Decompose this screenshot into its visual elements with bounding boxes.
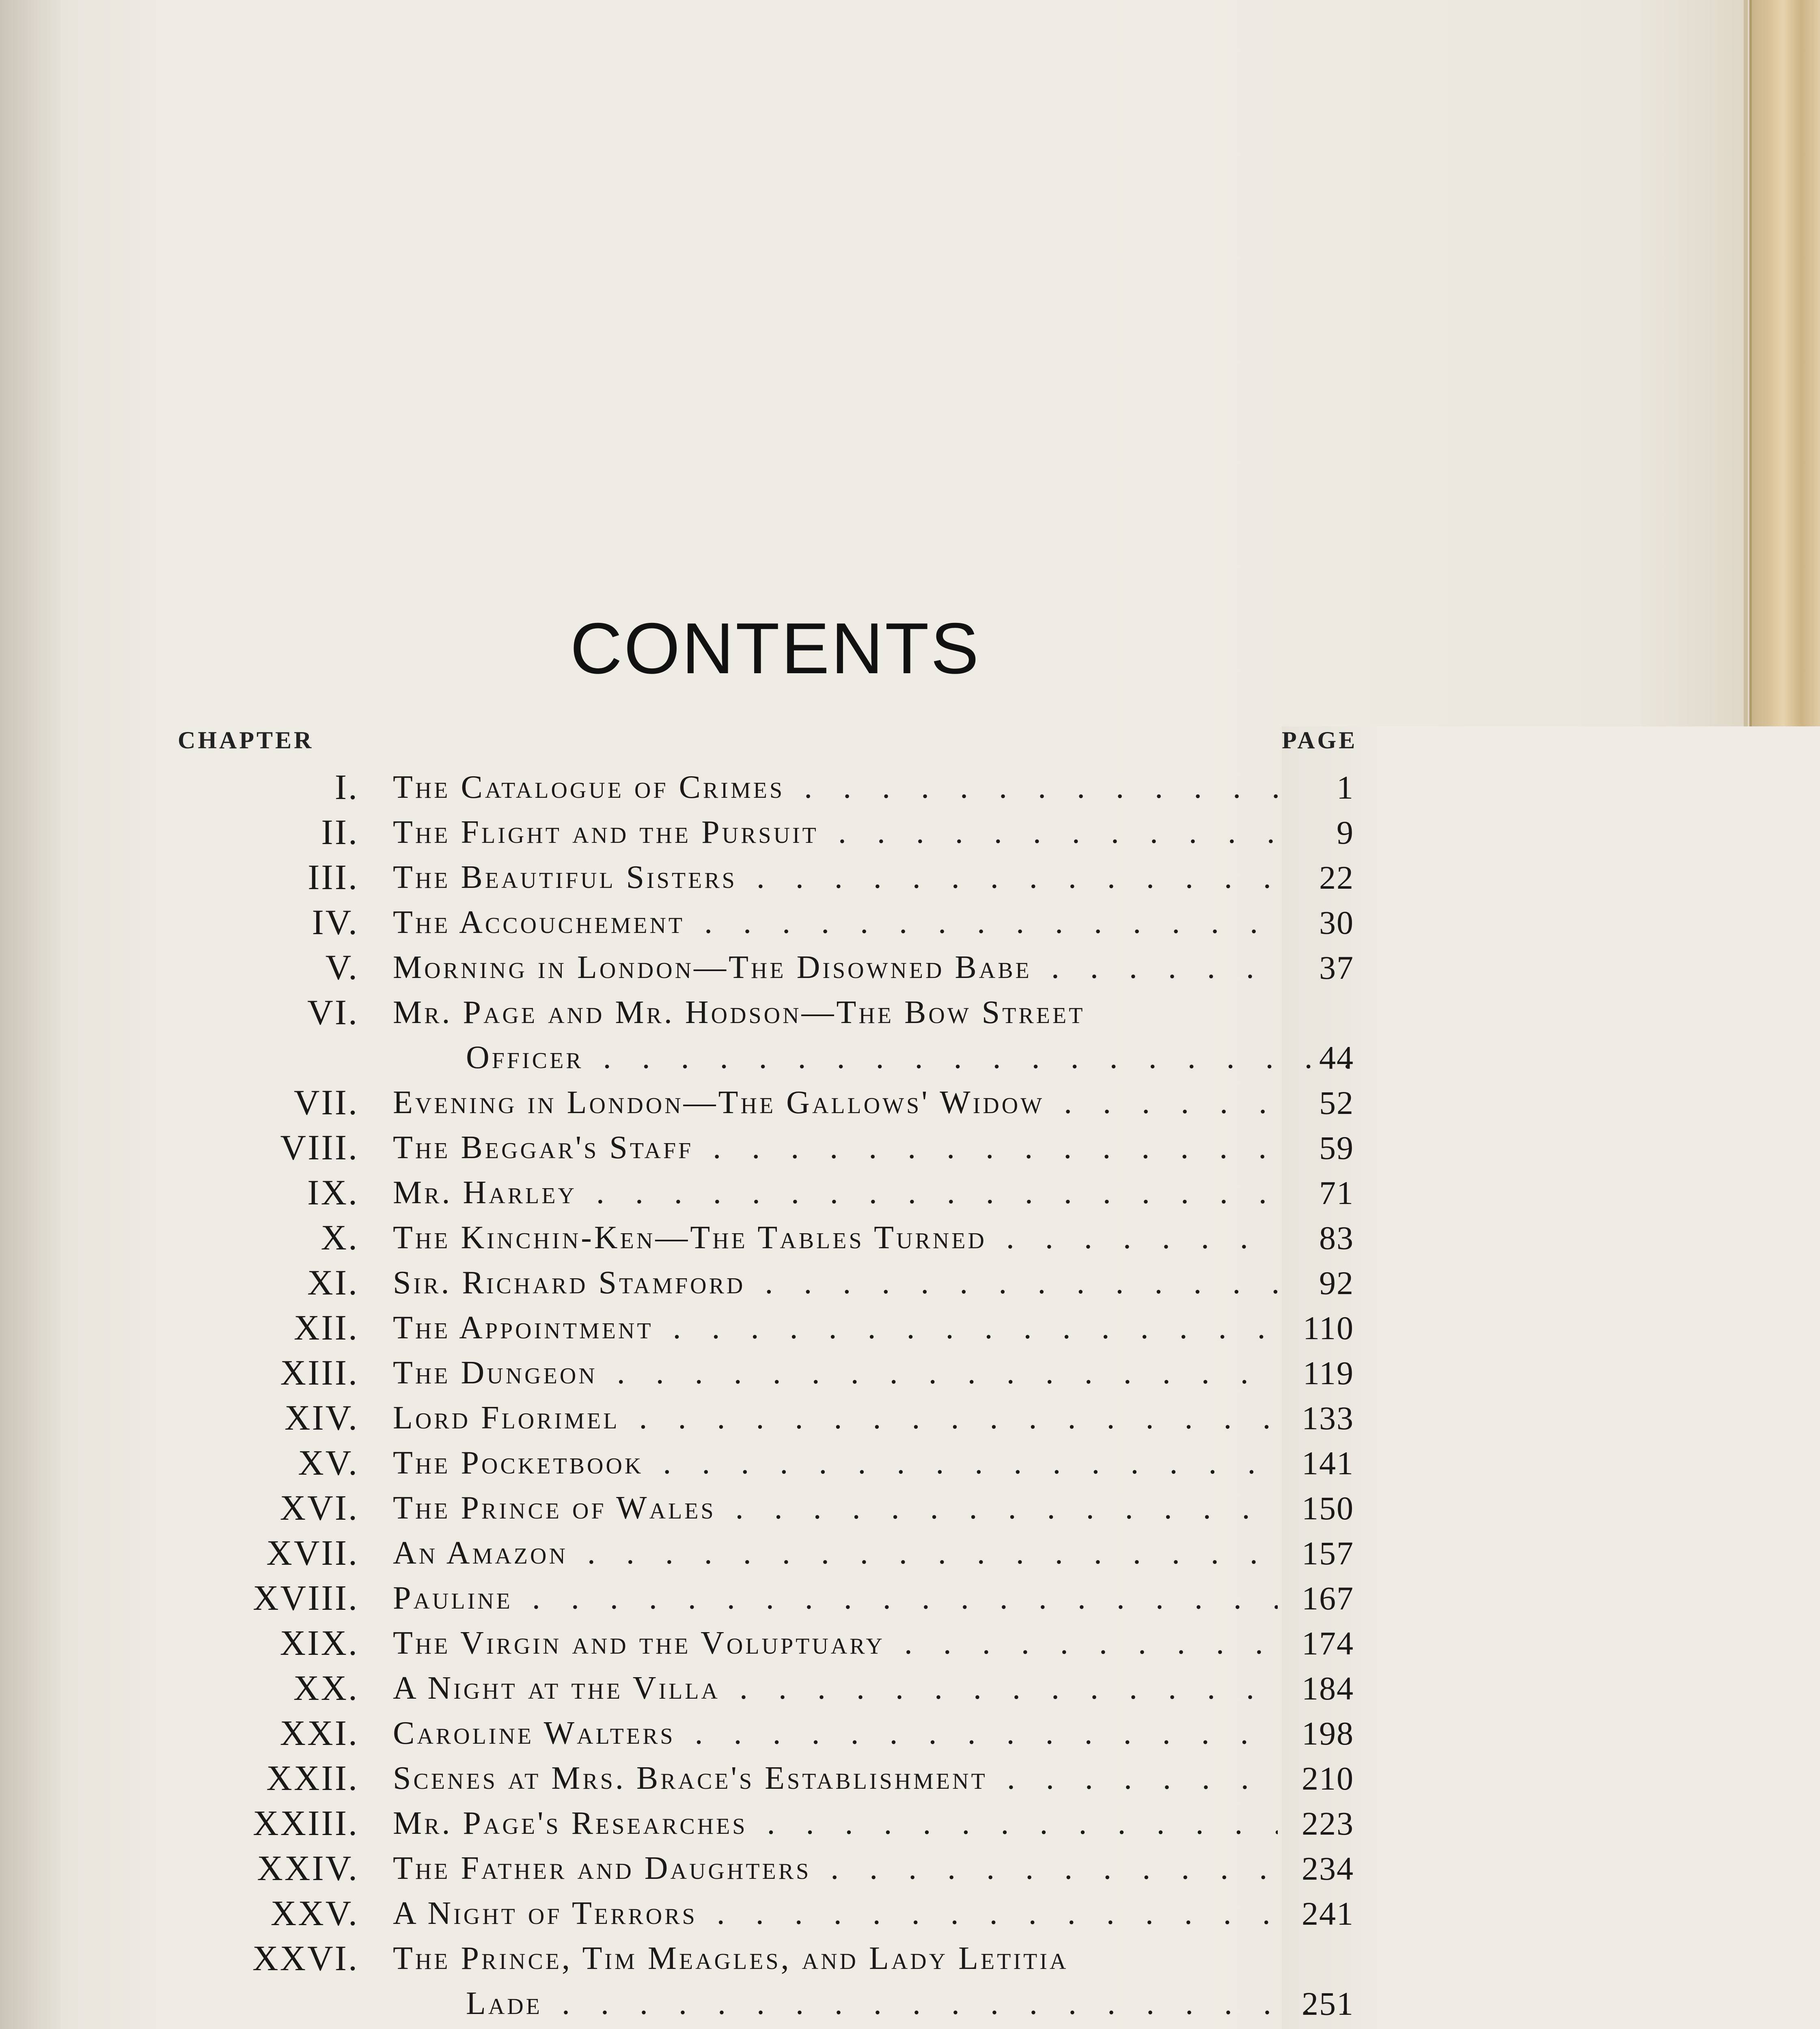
- page-number: 150: [1302, 1490, 1354, 1527]
- chapter-number: XIV.: [284, 1398, 359, 1438]
- page-number: 44: [1319, 1039, 1354, 1076]
- chapter-title: Mr. Page's Researches . . .: [393, 1801, 1278, 1846]
- chapter-number: I.: [334, 768, 359, 807]
- page-number: 52: [1319, 1084, 1354, 1121]
- page-number: 71: [1319, 1174, 1354, 1211]
- chapter-title: Mr. Page and Mr. Hodson—The Bow Street: [393, 995, 1085, 1030]
- toc-entry: [0, 1711, 1820, 1756]
- toc-entry-continuation: [0, 1981, 1820, 2026]
- chapter-number: XVIII.: [252, 1579, 359, 1618]
- page-number: 167: [1302, 1580, 1354, 1617]
- page-number: 9: [1337, 814, 1354, 851]
- chapter-title: The Father and Daughters . . .: [393, 1846, 1278, 1891]
- chapter-number: XI.: [307, 1263, 359, 1303]
- chapter-column-heading: CHAPTER: [178, 727, 314, 754]
- page-number: 119: [1303, 1355, 1354, 1391]
- page-number: 59: [1319, 1129, 1354, 1166]
- toc-entry: [0, 1756, 1820, 1801]
- chapter-number: X.: [321, 1218, 359, 1258]
- toc-entry: [0, 945, 1820, 990]
- chapter-title: The Prince of Wales . . .: [393, 1486, 1278, 1531]
- toc-entry: [0, 1125, 1820, 1170]
- chapter-title: Mr. Harley . . .: [393, 1170, 1278, 1215]
- page-number: 223: [1302, 1805, 1354, 1842]
- chapter-number: XIII.: [280, 1353, 359, 1393]
- page-number: 174: [1302, 1625, 1354, 1662]
- toc-entry: [0, 2026, 1820, 2029]
- page-number: 251: [1302, 1985, 1354, 2022]
- page-number: 157: [1302, 1535, 1354, 1572]
- chapter-title: The Dungeon . . .: [393, 1351, 1278, 1396]
- page-number: [1302, 2026, 1354, 2029]
- chapter-title: [393, 2026, 1278, 2029]
- chapter-number: XXVI.: [252, 1939, 359, 1978]
- chapter-number: IV.: [312, 903, 359, 942]
- toc-entry: [0, 1486, 1820, 1531]
- chapter-title: Caroline Walters . . .: [393, 1711, 1278, 1756]
- page-column-heading: PAGE: [1282, 726, 1820, 2029]
- toc-entry: [0, 1305, 1820, 1351]
- chapter-number: VI.: [307, 993, 359, 1032]
- page-number: 198: [1302, 1715, 1354, 1752]
- chapter-title: The Pocketbook . . .: [393, 1441, 1278, 1486]
- chapter-number: VII.: [293, 1083, 359, 1122]
- page-number: 37: [1319, 949, 1354, 986]
- page-number: 110: [1303, 1310, 1354, 1346]
- chapter-title: The Appointment . . .: [393, 1305, 1278, 1351]
- toc-entry: [0, 1351, 1820, 1396]
- chapter-title: The Prince, Tim Meagles, and Lady Letitia: [393, 1941, 1069, 1976]
- toc-entry-continuation: [0, 1035, 1820, 1080]
- toc-entry: [0, 765, 1820, 810]
- toc-entry: [0, 1170, 1820, 1215]
- chapter-number: XXII.: [266, 1759, 359, 1798]
- chapter-title: Morning in London—The Disowned Babe . . .: [393, 945, 1278, 990]
- toc-entry: [0, 1441, 1820, 1486]
- toc-entry: [0, 1080, 1820, 1125]
- chapter-title: A Night at the Villa . . .: [393, 1666, 1278, 1711]
- chapter-title: Evening in London—The Gallows' Widow . . .: [393, 1080, 1278, 1125]
- chapter-number: XV.: [298, 1443, 359, 1483]
- chapter-number: V.: [325, 948, 359, 987]
- toc-entry: [0, 1666, 1820, 1711]
- chapter-title: Sir. Richard Stamford . . .: [393, 1260, 1278, 1305]
- chapter-number: XVI.: [280, 1488, 359, 1528]
- toc-entry: [0, 1936, 1820, 1981]
- page-number: 92: [1319, 1264, 1354, 1301]
- toc-entry: [0, 1260, 1820, 1305]
- chapter-number: XIX.: [280, 1624, 359, 1663]
- chapter-title: The Accouchement . . .: [393, 900, 1278, 945]
- page-number: 234: [1302, 1850, 1354, 1887]
- chapter-number: XII.: [293, 1308, 359, 1348]
- chapter-title: The Virgin and the Voluptuary . . .: [393, 1621, 1278, 1666]
- toc-entry: [0, 1891, 1820, 1936]
- page-number: 22: [1319, 859, 1354, 896]
- chapter-title-continued: Lade . . .: [466, 1981, 1351, 2026]
- page-number: 241: [1302, 1895, 1354, 1932]
- chapter-number: VIII.: [280, 1128, 359, 1167]
- chapter-title: The Flight and the Pursuit . . .: [393, 810, 1278, 855]
- toc-entry: [0, 1621, 1820, 1666]
- chapter-title: The Beggar's Staff . . .: [393, 1125, 1278, 1170]
- page-number: 133: [1302, 1400, 1354, 1437]
- toc-entry: [0, 990, 1820, 1035]
- chapter-title: An Amazon . . .: [393, 1531, 1278, 1576]
- chapter-number: III.: [308, 858, 359, 897]
- chapter-title-continued: Officer . . .: [466, 1035, 1351, 1080]
- chapter-number: IX.: [307, 1173, 359, 1213]
- table-of-contents: [0, 765, 1820, 2029]
- toc-entry: [0, 1396, 1820, 1441]
- chapter-title: The Kinchin-Ken—The Tables Turned . . .: [393, 1215, 1278, 1260]
- chapter-title: The Catalogue of Crimes . . .: [393, 765, 1278, 810]
- chapter-number: [239, 2026, 359, 2029]
- chapter-number: XXV.: [270, 1894, 359, 1933]
- page-number: 141: [1302, 1445, 1354, 1482]
- chapter-title: Pauline . . .: [393, 1576, 1278, 1621]
- toc-entry: [0, 1801, 1820, 1846]
- toc-entry: [0, 1215, 1820, 1260]
- chapter-number: XXI.: [280, 1714, 359, 1753]
- page-title: CONTENTS: [570, 608, 981, 689]
- page-number: 30: [1319, 904, 1354, 941]
- chapter-title: Scenes at Mrs. Brace's Establishment . . .: [393, 1756, 1278, 1801]
- toc-entry: [0, 1846, 1820, 1891]
- page-number: 1: [1337, 769, 1354, 806]
- toc-entry: [0, 1531, 1820, 1576]
- page-number: 210: [1302, 1760, 1354, 1797]
- chapter-number: XXIII.: [252, 1804, 359, 1843]
- toc-entry: [0, 855, 1820, 900]
- chapter-title: Lord Florimel . . .: [393, 1396, 1278, 1441]
- toc-entry: [0, 810, 1820, 855]
- toc-entry: [0, 1576, 1820, 1621]
- toc-entry: [0, 900, 1820, 945]
- chapter-number: XVII.: [266, 1534, 359, 1573]
- chapter-title: The Beautiful Sisters . . .: [393, 855, 1278, 900]
- chapter-number: XXIV.: [257, 1849, 359, 1888]
- chapter-number: XX.: [293, 1669, 359, 1708]
- chapter-title: A Night of Terrors . . .: [393, 1891, 1278, 1936]
- chapter-number: II.: [321, 813, 359, 852]
- page-number: 83: [1319, 1219, 1354, 1256]
- page-number: 184: [1302, 1670, 1354, 1707]
